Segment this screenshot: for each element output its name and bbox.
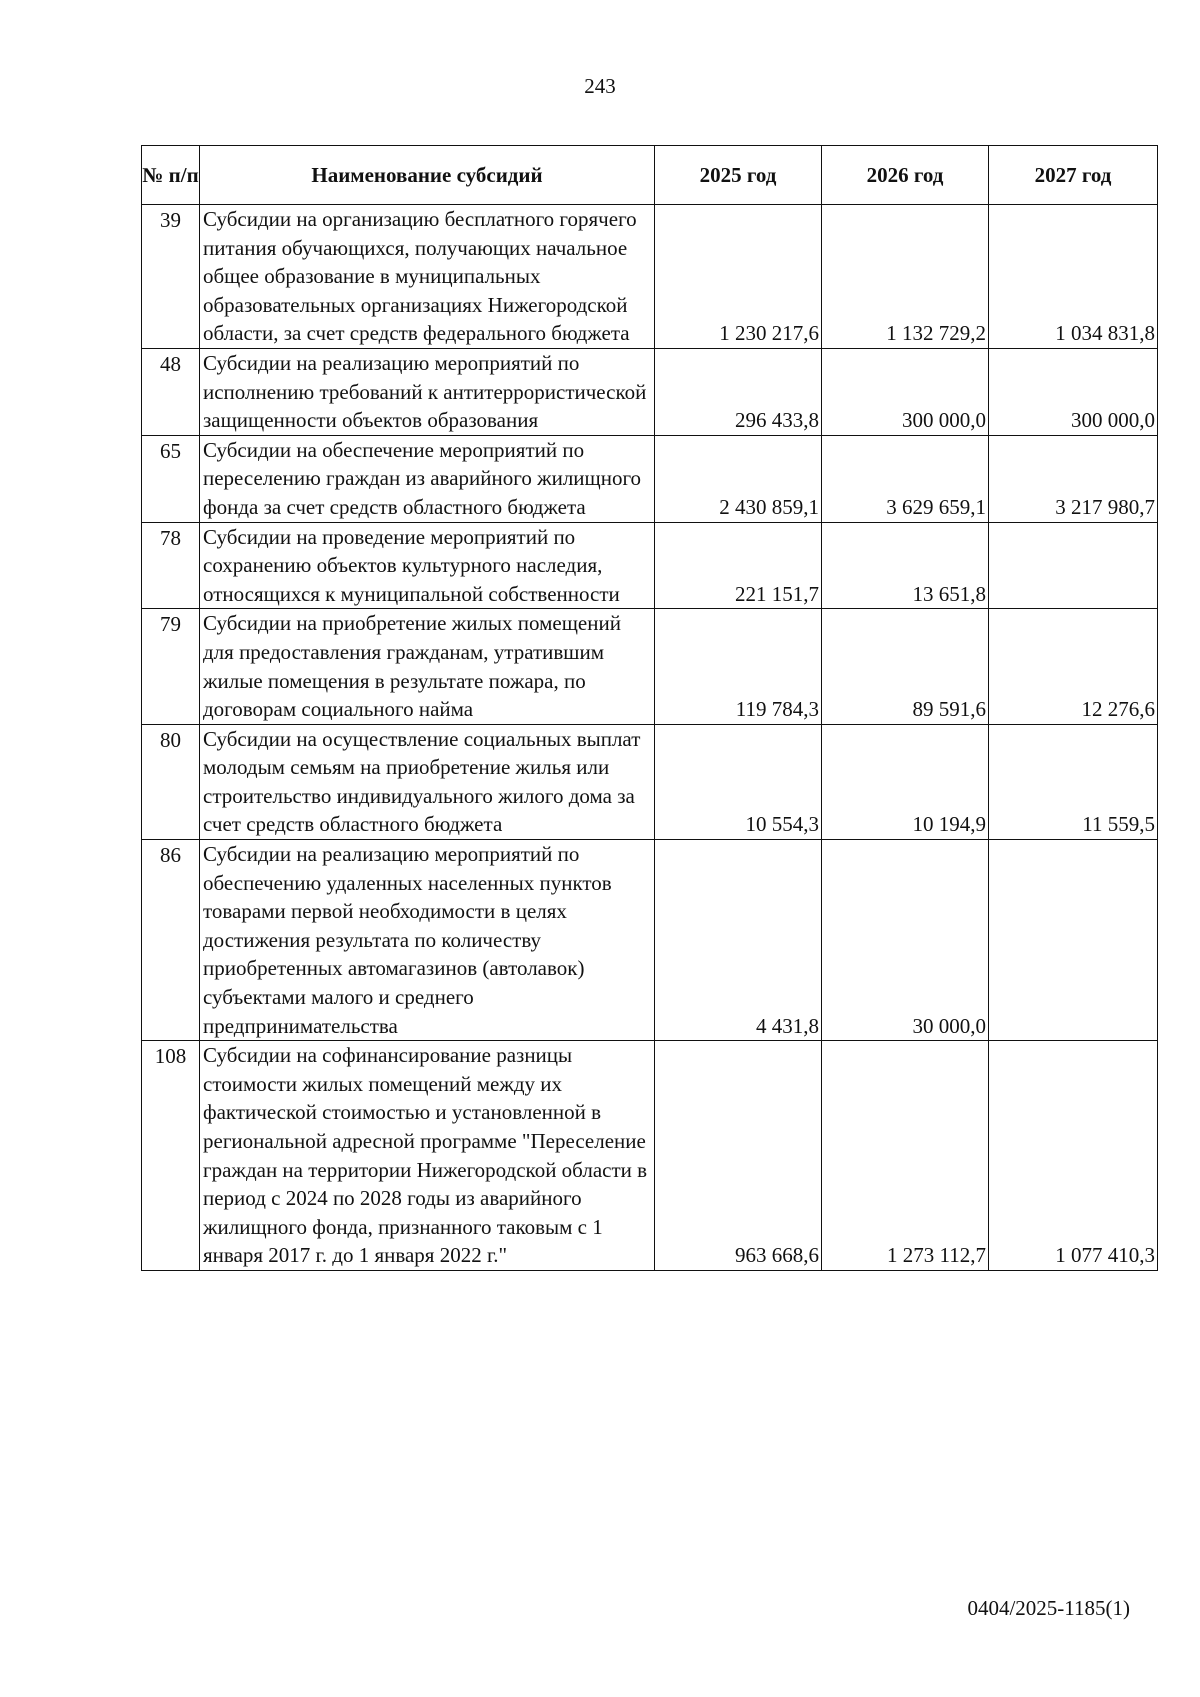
- row-name: Субсидии на организацию бесплатного горячего питания обучающихся, получающих начальное общее образование в муниципальных образовательных организациях Нижегородской области, за счет средств федерального бюджета: [200, 205, 655, 349]
- row-value-2027: 300 000,0: [989, 348, 1158, 435]
- header-name: Наименование субсидий: [200, 146, 655, 205]
- row-value-2027: [989, 522, 1158, 609]
- row-value-2025: 1 230 217,6: [655, 205, 822, 349]
- row-value-2027: 1 034 831,8: [989, 205, 1158, 349]
- table-header-row: [142, 146, 1158, 205]
- row-name: Субсидии на приобретение жилых помещений для предоставления гражданам, утратившим жилые помещения в результате пожара, по договорам социального найма: [200, 609, 655, 724]
- header-2026: 2026 год: [822, 146, 989, 205]
- row-value-2026: 30 000,0: [822, 840, 989, 1041]
- header-num: № п/п: [142, 146, 200, 205]
- row-num: 108: [142, 1041, 200, 1271]
- table-row: [142, 1041, 1158, 1271]
- header-2025: 2025 год: [655, 146, 822, 205]
- row-num: 65: [142, 435, 200, 522]
- row-value-2026: 3 629 659,1: [822, 435, 989, 522]
- row-value-2026: 300 000,0: [822, 348, 989, 435]
- row-value-2026: 1 132 729,2: [822, 205, 989, 349]
- row-value-2027: 11 559,5: [989, 724, 1158, 839]
- row-num: 48: [142, 348, 200, 435]
- row-name: Субсидии на проведение мероприятий по сохранению объектов культурного наследия, относящихся к муниципальной собственности: [200, 522, 655, 609]
- table-row: [142, 609, 1158, 724]
- subsidies-table: [141, 145, 1158, 1271]
- page-number: 243: [584, 74, 616, 98]
- table-row: [142, 522, 1158, 609]
- table-row: [142, 724, 1158, 839]
- row-num: 79: [142, 609, 200, 724]
- row-value-2026: 10 194,9: [822, 724, 989, 839]
- row-value-2025: 10 554,3: [655, 724, 822, 839]
- row-num: 80: [142, 724, 200, 839]
- row-value-2026: 1 273 112,7: [822, 1041, 989, 1271]
- row-value-2025: 119 784,3: [655, 609, 822, 724]
- row-value-2025: 296 433,8: [655, 348, 822, 435]
- table-row: [142, 435, 1158, 522]
- row-num: 78: [142, 522, 200, 609]
- table-row: [142, 348, 1158, 435]
- row-name: Субсидии на обеспечение мероприятий по переселению граждан из аварийного жилищного фонда за счет средств областного бюджета: [200, 435, 655, 522]
- row-name: Субсидии на осуществление социальных выплат молодым семьям на приобретение жилья или строительство индивидуального жилого дома за счет средств областного бюджета: [200, 724, 655, 839]
- subsidies-table-container: [141, 145, 1157, 1271]
- row-value-2027: 3 217 980,7: [989, 435, 1158, 522]
- row-name: Субсидии на софинансирование разницы стоимости жилых помещений между их фактической стоимостью и установленной в региональной адресной программе "Переселение граждан на территории Нижегородской области в период с 2024 по 2028 годы из аварийного жилищного фонда, признанного таковым с 1 января 2017 г. до 1 января 2022 г.": [200, 1041, 655, 1271]
- row-num: 86: [142, 840, 200, 1041]
- table-row: [142, 840, 1158, 1041]
- row-value-2027: 1 077 410,3: [989, 1041, 1158, 1271]
- row-num: 39: [142, 205, 200, 349]
- row-name: Субсидии на реализацию мероприятий по обеспечению удаленных населенных пунктов товарами первой необходимости в целях достижения результата по количеству приобретенных автомагазинов (автолавок) субъектами малого и среднего предпринимательства: [200, 840, 655, 1041]
- row-value-2027: 12 276,6: [989, 609, 1158, 724]
- row-value-2025: 4 431,8: [655, 840, 822, 1041]
- header-2027: 2027 год: [989, 146, 1158, 205]
- row-value-2026: 13 651,8: [822, 522, 989, 609]
- row-value-2025: 963 668,6: [655, 1041, 822, 1271]
- row-value-2025: 221 151,7: [655, 522, 822, 609]
- row-name: Субсидии на реализацию мероприятий по исполнению требований к антитеррористической защищенности объектов образования: [200, 348, 655, 435]
- row-value-2026: 89 591,6: [822, 609, 989, 724]
- document-code: 0404/2025-1185(1): [967, 1596, 1130, 1620]
- row-value-2027: [989, 840, 1158, 1041]
- table-row: [142, 205, 1158, 349]
- row-value-2025: 2 430 859,1: [655, 435, 822, 522]
